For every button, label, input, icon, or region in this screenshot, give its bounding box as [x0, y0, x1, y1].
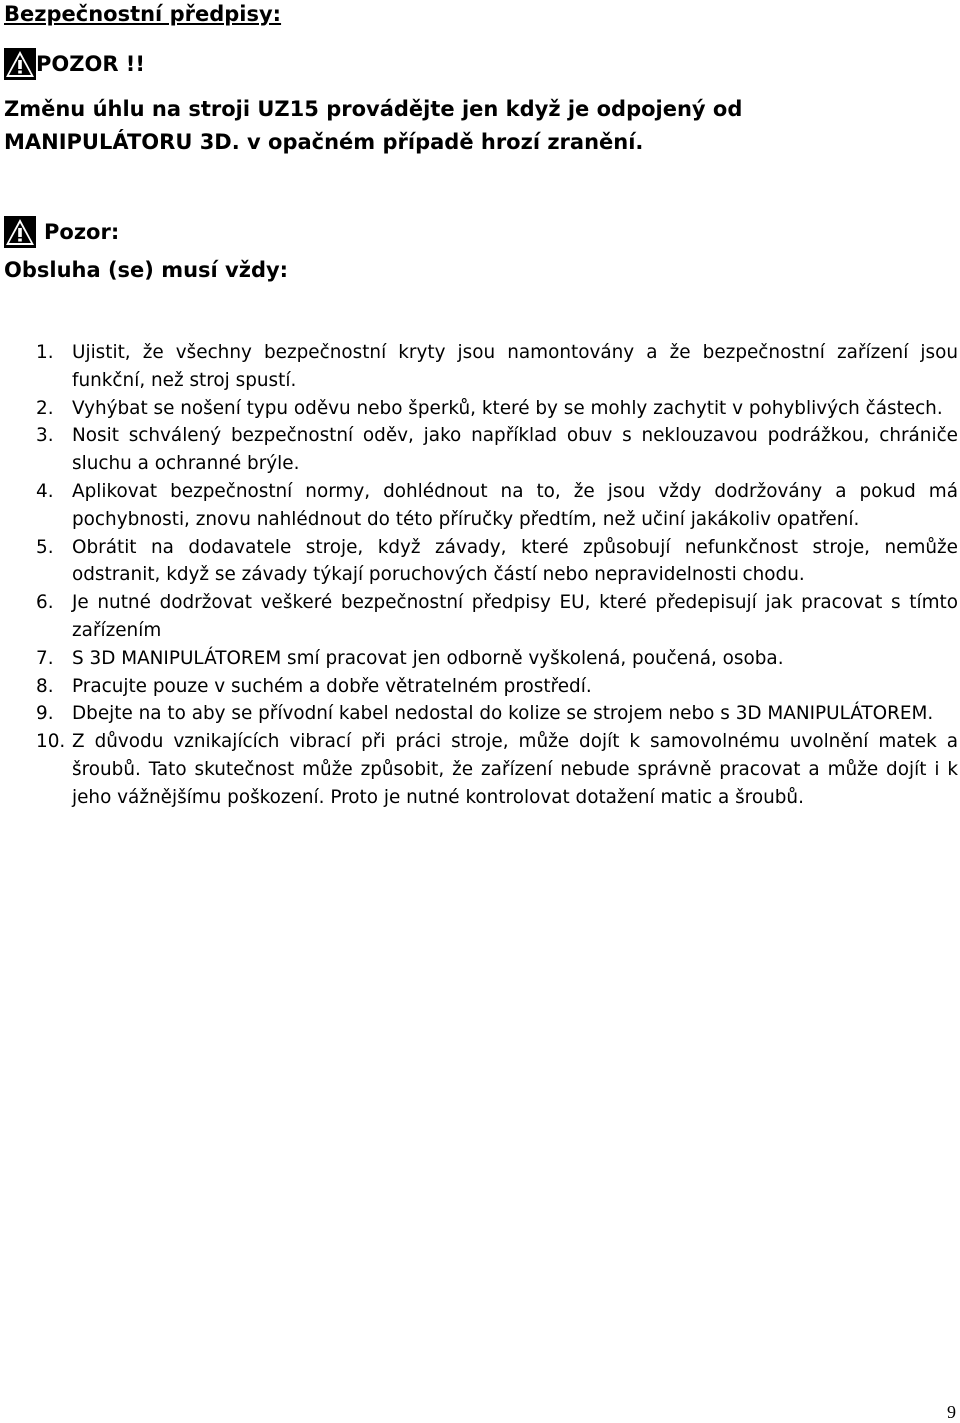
- list-item-text: Vyhýbat se nošení typu oděvu nebo šperků, které by se mohly zachytit v pohyblivých částech.: [72, 397, 943, 419]
- page-heading: Bezpečnostní předpisy:: [4, 2, 282, 26]
- list-item-number: 10.: [36, 731, 66, 753]
- list-item: [36, 589, 958, 645]
- warning-text-line-2: MANIPULÁTORU 3D. v opačném případě hrozí zranění.: [4, 130, 644, 154]
- list-item-text: Ujistit, že všechny bezpečnostní kryty jsou namontovány a že bezpečnostní zařízení jsou funkční, než stroj spustí.: [72, 342, 958, 391]
- list-item-number: 6.: [36, 592, 54, 614]
- list-item-text: Z důvodu vznikajících vibrací při práci stroje, může dojít k samovolnému uvolnění matek a šroubů. Tato skutečnost může způsobit, že zařízení nebude správně pracovat a může dojít i k jeho vážnějšímu poškození. Proto je nutné kontrolovat dotažení matic a šroubů.: [72, 731, 958, 808]
- warning-title-2: [4, 216, 119, 248]
- list-item-text: Nosit schválený bezpečnostní oděv, jako například obuv s neklouzavou podrážkou, chrániče sluchu a ochranné brýle.: [72, 425, 958, 475]
- list-item-text: Obrátit na dodavatele stroje, když závady, které způsobují nefunkčnost stroje, nemůže odstranit, když se závady týkají poruchových částí nebo nepravidelnosti chodu.: [72, 536, 958, 586]
- safety-rules-list: [36, 339, 958, 812]
- list-item-number: 2.: [36, 397, 54, 419]
- list-item: [36, 700, 958, 728]
- warning-title-text: Pozor:: [44, 220, 120, 244]
- list-item-text: S 3D MANIPULÁTOREM smí pracovat jen odborně vyškolená, poučená, osoba.: [72, 647, 784, 669]
- list-item-number: 1.: [36, 342, 54, 363]
- list-item-number: 4.: [36, 480, 54, 502]
- list-item: [36, 339, 958, 395]
- list-item: [36, 645, 958, 673]
- warning-text-line-1: Změnu úhlu na stroji UZ15 provádějte jen když je odpojený od: [4, 97, 743, 121]
- list-item-number: 7.: [36, 647, 54, 669]
- list-item: [36, 534, 958, 590]
- list-item-number: 8.: [36, 675, 54, 697]
- list-item-number: 3.: [36, 425, 54, 447]
- list-item: [36, 422, 958, 478]
- list-item-text: Aplikovat bezpečnostní normy, dohlédnout na to, že jsou vždy dodržovány a pokud má pochybnosti, znovu nahlédnout do této příručky předtím, než učiní jakákoliv opatření.: [72, 480, 958, 530]
- list-item: [36, 395, 958, 423]
- list-item-text: Je nutné dodržovat veškeré bezpečnostní předpisy EU, které předepisují jak pracovat s tímto zařízením: [72, 592, 958, 641]
- list-item-text: Pracujte pouze v suchém a dobře větratelném prostředí.: [72, 675, 592, 697]
- warning-title-1: [4, 48, 145, 80]
- warning-triangle-icon: [4, 48, 36, 80]
- list-item: [36, 673, 958, 701]
- list-item-text: Dbejte na to aby se přívodní kabel nedostal do kolize se strojem nebo s 3D MANIPULÁTOREM.: [72, 703, 934, 725]
- warning-subtitle: Obsluha (se) musí vždy:: [4, 258, 289, 282]
- list-item: [36, 728, 958, 811]
- warning-title-text: POZOR !!: [36, 52, 145, 76]
- list-item-number: 5.: [36, 536, 54, 558]
- list-item-number: 9.: [36, 703, 54, 725]
- warning-triangle-icon: [4, 216, 36, 248]
- page-number: 9: [947, 1402, 956, 1422]
- list-item: [36, 478, 958, 534]
